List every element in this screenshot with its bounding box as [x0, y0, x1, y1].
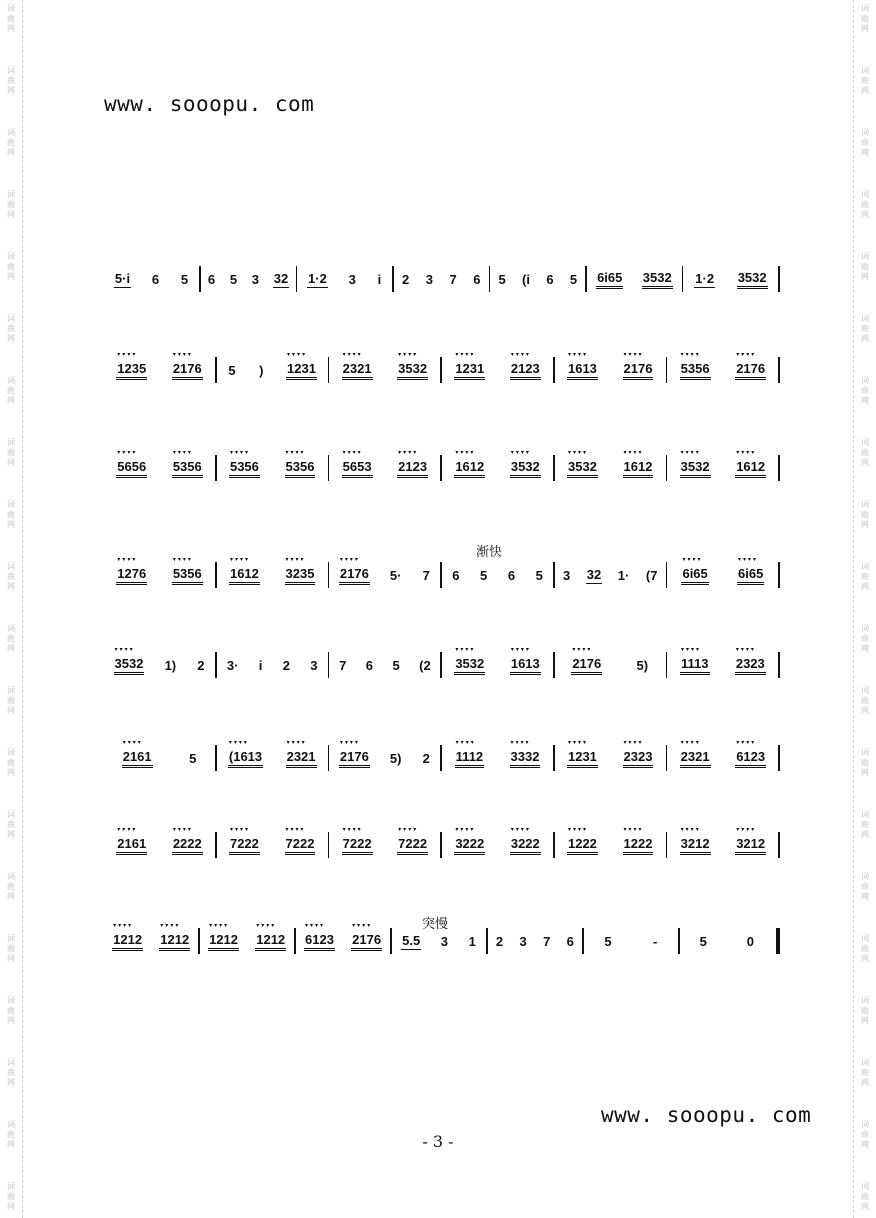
measure [555, 832, 666, 858]
watermark-text: 词 曲 网 [7, 1120, 15, 1149]
note-group: ▾▾▾▾ 3532 [680, 459, 711, 478]
measure [329, 745, 440, 771]
note-group: 6 [452, 567, 460, 583]
note-group: 3532 [737, 270, 768, 289]
measure [217, 357, 328, 383]
note-group: ▾▾▾▾ 1222 [567, 836, 598, 855]
measure [442, 745, 553, 771]
watermark-text: 词 曲 网 [861, 810, 869, 839]
note-group: ▾▾▾▾ 1276 [116, 566, 147, 585]
watermark-text: 词 曲 网 [861, 686, 869, 715]
note-group: ) [259, 362, 264, 378]
measure [104, 652, 215, 678]
note-group: (7 [645, 567, 658, 583]
note-group: ▾▾▾▾ 1613 [567, 361, 598, 380]
score-line [104, 357, 780, 383]
note-group: 3 [425, 271, 433, 287]
note-group: 1) [164, 657, 177, 673]
score-line [104, 745, 780, 771]
note-group: ▾▾▾▾ 6i65 [681, 566, 708, 585]
note-group: i [258, 657, 263, 673]
watermark-text: 词 曲 网 [861, 748, 869, 777]
measure [667, 652, 778, 678]
note-group: ▾▾▾▾ 2161 [116, 836, 147, 855]
note-group: ▾▾▾▾ (1613 [228, 749, 263, 768]
note-group: ▾▾▾▾ 1231 [286, 361, 317, 380]
note-group: 6 [365, 657, 373, 673]
note-group: 6 [151, 271, 160, 287]
note-group: 5 [604, 933, 612, 949]
note-group: 5.5 [402, 932, 421, 948]
bar-line [778, 455, 780, 481]
note-group: 5 [180, 271, 189, 287]
note-group: 6 [207, 271, 216, 287]
watermark-text: 词 曲 网 [7, 66, 15, 95]
watermark-text: 词 曲 网 [7, 190, 15, 219]
measure [555, 652, 666, 678]
note-group: ▾▾▾▾ 3532 [114, 656, 145, 675]
note-group: 6i65 [596, 270, 623, 289]
note-group: ▾▾▾▾ 3532 [397, 361, 428, 380]
measure [217, 832, 328, 858]
note-group: 5 [229, 271, 238, 287]
tempo-mark-sudden-slow: 突慢 [422, 917, 449, 932]
note-group: i [377, 271, 382, 287]
note-group: ▾▾▾▾ 3532 [454, 656, 485, 675]
note-group: 2 [422, 750, 430, 766]
measure [217, 745, 328, 771]
measure [104, 562, 215, 588]
watermark-text: 词 曲 网 [7, 624, 15, 653]
note-group: ▾▾▾▾ 5656 [116, 459, 147, 478]
note-group: ▾▾▾▾ 2321 [342, 361, 373, 380]
measure [683, 266, 778, 292]
note-group: 3 [519, 933, 527, 949]
note-group: ▾▾▾▾ 7222 [285, 836, 316, 855]
measure [201, 266, 296, 292]
note-group: ▾▾▾▾ 7222 [397, 836, 428, 855]
watermark-text: 词 曲 网 [7, 1058, 15, 1087]
note-group: 3 [310, 657, 318, 673]
note-group: ▾▾▾▾ 1612 [735, 459, 766, 478]
measure [442, 652, 553, 678]
measure [217, 562, 328, 588]
note-group: ▾▾▾▾ 3332 [510, 749, 541, 768]
measure [104, 455, 215, 481]
note-group: ▾▾▾▾ 1212 [112, 932, 143, 951]
note-group: 7 [543, 933, 551, 949]
bar-line [778, 652, 780, 678]
measure [584, 928, 678, 954]
header-site-url: www. sooopu. com [104, 92, 315, 116]
note-group: ▾▾▾▾ 2222 [172, 836, 203, 855]
score-line [104, 652, 780, 678]
note-group: ▾▾▾▾ 1231 [567, 749, 598, 768]
note-group: ▾▾▾▾ 5356 [680, 361, 711, 380]
note-group: ▾▾▾▾ 5653 [342, 459, 373, 478]
measure [329, 652, 440, 678]
note-group: ▾▾▾▾ 1235 [116, 361, 147, 380]
score-line [104, 562, 780, 588]
right-margin-rail [853, 0, 876, 1218]
note-group: ▾▾▾▾ 2161 [122, 749, 153, 768]
measure [555, 562, 666, 588]
measure [104, 928, 198, 954]
measure [329, 455, 440, 481]
watermark-text: 词 曲 网 [7, 438, 15, 467]
watermark-text: 词 曲 网 [7, 810, 15, 839]
note-group: ▾▾▾▾ 5356 [172, 459, 203, 478]
watermark-text: 词 曲 网 [7, 562, 15, 591]
note-group: 5) [636, 657, 649, 673]
note-group: 5 [498, 271, 506, 287]
measure [217, 455, 328, 481]
measure [667, 455, 778, 481]
watermark-text: 词 曲 网 [7, 128, 15, 157]
watermark-text: 词 曲 网 [861, 376, 869, 405]
measure [329, 832, 440, 858]
watermark-text: 词 曲 网 [7, 748, 15, 777]
note-group: ▾▾▾▾ 2321 [680, 749, 711, 768]
bar-line [778, 745, 780, 771]
note-group: 6 [546, 271, 554, 287]
watermark-text: 词 曲 网 [7, 1182, 15, 1211]
measure [555, 745, 666, 771]
note-group: 3532 [642, 270, 673, 289]
tempo-mark-accelerando: 渐快 [476, 545, 503, 560]
measure [667, 562, 778, 588]
note-group: ▾▾▾▾ 1212 [255, 932, 286, 951]
note-group: 6 [473, 271, 481, 287]
note-group: ▾▾▾▾ 1113 [680, 656, 710, 675]
watermark-text: 词 曲 网 [861, 1120, 869, 1149]
watermark-text: 词 曲 网 [861, 624, 869, 653]
note-group: ▾▾▾▾ 3212 [735, 836, 766, 855]
watermark-text: 词 曲 网 [7, 376, 15, 405]
note-group: ▾▾▾▾ 2176 [623, 361, 654, 380]
bar-line [778, 832, 780, 858]
measure [442, 357, 553, 383]
note-group: 32 [586, 566, 602, 582]
note-group: ▾▾▾▾ 1212 [159, 932, 190, 951]
measure [104, 745, 215, 771]
note-group: ▾▾▾▾ 1613 [510, 656, 541, 675]
note-group: ▾▾▾▾ 2176 [571, 656, 602, 675]
note-group: ▾▾▾▾ 5356 [285, 459, 316, 478]
note-group: - [652, 933, 658, 949]
note-group: 0 [746, 933, 754, 949]
measure [488, 928, 582, 954]
note-group: 3 [562, 567, 571, 583]
bar-line [778, 266, 780, 292]
note-group: ▾▾▾▾ 2176 [351, 932, 382, 951]
note-group: ▾▾▾▾ 2323 [735, 656, 766, 675]
note-group: 5) [389, 750, 402, 766]
watermark-text: 词 曲 网 [861, 252, 869, 281]
note-group: 5 [480, 567, 488, 583]
note-group: ▾▾▾▾ 1222 [623, 836, 654, 855]
measure [394, 266, 489, 292]
watermark-text: 词 曲 网 [861, 562, 869, 591]
note-group: 5 [392, 657, 400, 673]
note-group: 5 [535, 567, 543, 583]
note-group: 1·2 [308, 270, 327, 286]
note-group: 1 [468, 933, 476, 949]
measure [667, 745, 778, 771]
watermark-text: 词 曲 网 [7, 996, 15, 1025]
note-group: 7 [422, 567, 430, 583]
measure [667, 357, 778, 383]
footer-site-url: www. sooopu. com [601, 1103, 812, 1127]
watermark-text: 词 曲 网 [7, 252, 15, 281]
note-group: ▾▾▾▾ 2176 [339, 749, 370, 768]
note-group: ▾▾▾▾ 5356 [172, 566, 203, 585]
note-group: 5 [569, 271, 578, 287]
note-group: ▾▾▾▾ 3532 [510, 459, 541, 478]
watermark-text: 词 曲 网 [861, 872, 869, 901]
note-group: 5 [189, 750, 197, 766]
note-group: ▾▾▾▾ 2176 [339, 566, 370, 585]
measure [667, 832, 778, 858]
note-group: ▾▾▾▾ 1212 [208, 932, 239, 951]
measure [104, 266, 199, 292]
watermark-text: 词 曲 网 [7, 314, 15, 343]
measure [680, 928, 774, 954]
watermark-text: 词 曲 网 [861, 1058, 869, 1087]
measure [490, 266, 585, 292]
note-group: 3· [226, 657, 239, 673]
watermark-text: 词 曲 网 [7, 872, 15, 901]
watermark-text: 词 曲 网 [7, 4, 15, 33]
note-group: ▾▾▾▾ 3222 [510, 836, 541, 855]
note-group: ▾▾▾▾ 3235 [285, 566, 316, 585]
note-group: (2 [419, 657, 431, 673]
note-group: ▾▾▾▾ 1231 [454, 361, 485, 380]
watermark-text: 词 曲 网 [861, 66, 869, 95]
measure [217, 652, 328, 678]
note-group: ▾▾▾▾ 7222 [342, 836, 373, 855]
note-group: 3 [348, 271, 356, 287]
note-group: 7 [449, 271, 457, 287]
note-group: 6 [507, 567, 516, 583]
bar-line [778, 357, 780, 383]
note-group: ▾▾▾▾ 2123 [397, 459, 428, 478]
note-group: 2 [197, 657, 205, 673]
watermark-text: 词 曲 网 [861, 500, 869, 529]
note-group: 1·2 [695, 270, 715, 286]
note-group: ▾▾▾▾ 1612 [623, 459, 654, 478]
measure [296, 928, 390, 954]
note-group: ▾▾▾▾ 2321 [286, 749, 317, 768]
measure [329, 562, 440, 588]
watermark-text: 词 曲 网 [861, 4, 869, 33]
measure [104, 357, 215, 383]
note-group: 1· [617, 567, 630, 583]
measure [200, 928, 294, 954]
bar-line [776, 928, 780, 954]
note-group: 5· [389, 567, 402, 583]
note-group: ▾▾▾▾ 1612 [229, 566, 260, 585]
watermark-text: 词 曲 网 [861, 996, 869, 1025]
note-group: ▾▾▾▾ 1612 [454, 459, 485, 478]
page-number: - 3 - [422, 1132, 454, 1151]
note-group: ▾▾▾▾ 5356 [229, 459, 260, 478]
note-group: (i [522, 271, 530, 287]
note-group: ▾▾▾▾ 2176 [172, 361, 203, 380]
score-line [104, 455, 780, 481]
measure [297, 266, 392, 292]
note-group: 3 [251, 271, 260, 287]
note-group: ▾▾▾▾ 2176 [735, 361, 766, 380]
note-group: ▾▾▾▾ 2123 [510, 361, 541, 380]
watermark-text: 词 曲 网 [861, 438, 869, 467]
note-group: 6 [566, 933, 574, 949]
note-group: 5 [699, 933, 707, 949]
note-group: 5 [228, 362, 236, 378]
measure [555, 357, 666, 383]
watermark-text: 词 曲 网 [861, 1182, 869, 1211]
note-group: ▾▾▾▾ 6i65 [737, 566, 764, 585]
note-group: ▾▾▾▾ 3222 [454, 836, 485, 855]
note-group: 2 [282, 657, 290, 673]
score-line [104, 266, 780, 292]
score-line [104, 832, 780, 858]
note-group: 2 [495, 933, 504, 949]
left-margin-rail [0, 0, 23, 1218]
note-group: 32 [273, 270, 289, 286]
watermark-text: 词 曲 网 [7, 934, 15, 963]
note-group: ▾▾▾▾ 3212 [680, 836, 711, 855]
measure [442, 562, 553, 588]
watermark-text: 词 曲 网 [861, 128, 869, 157]
note-group: ▾▾▾▾ 7222 [229, 836, 260, 855]
measure [442, 455, 553, 481]
measure [442, 832, 553, 858]
watermark-text: 词 曲 网 [7, 500, 15, 529]
watermark-text: 词 曲 网 [7, 686, 15, 715]
note-group: 7 [339, 657, 347, 673]
watermark-text: 词 曲 网 [861, 190, 869, 219]
measure [104, 832, 215, 858]
note-group: ▾▾▾▾ 1112 [455, 749, 485, 768]
note-group: ▾▾▾▾ 2323 [623, 749, 654, 768]
measure [587, 266, 682, 292]
measure [329, 357, 440, 383]
note-group: 5·i [114, 270, 131, 286]
note-group: ▾▾▾▾ 6123 [735, 749, 766, 768]
measure [555, 455, 666, 481]
note-group: 3 [440, 933, 449, 949]
note-group: ▾▾▾▾ 6123 [304, 932, 335, 951]
bar-line [778, 562, 780, 588]
watermark-text: 词 曲 网 [861, 314, 869, 343]
watermark-text: 词 曲 网 [861, 934, 869, 963]
note-group: ▾▾▾▾ 3532 [567, 459, 598, 478]
note-group: 2 [401, 271, 410, 287]
